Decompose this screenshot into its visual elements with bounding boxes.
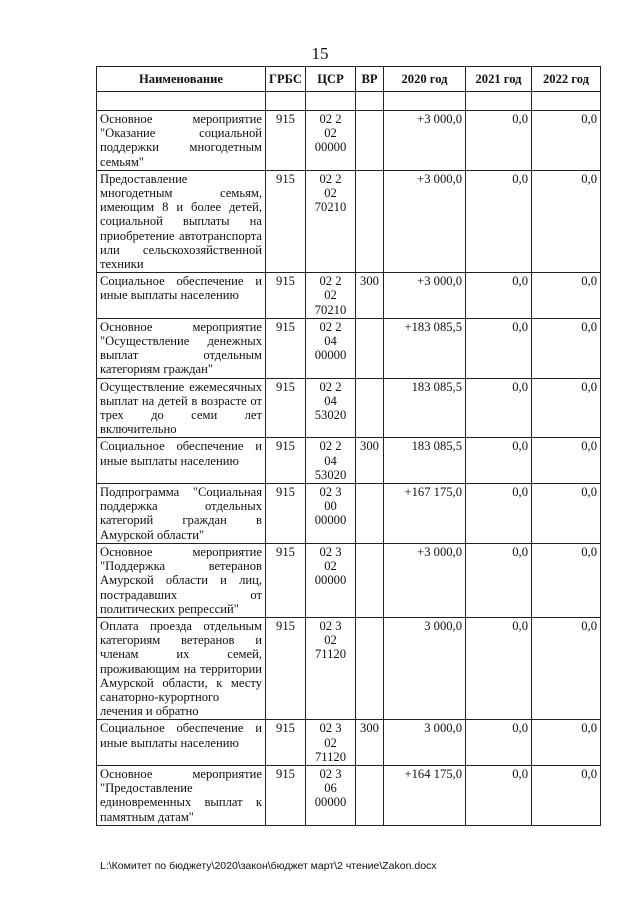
csr-code-part: 02 <box>324 288 337 303</box>
csr-code-part: 70210 <box>314 200 347 215</box>
csr-code-part: 02 <box>324 735 337 750</box>
csr-code-part: 02 3 <box>319 485 342 500</box>
row-grbs-cell: 915 <box>266 765 306 825</box>
row-grbs-cell: 915 <box>266 318 306 378</box>
row-vr-cell <box>356 170 384 272</box>
header-grbs: ГРБС <box>266 67 306 92</box>
csr-code-part: 00 <box>324 499 337 514</box>
csr-code-part: 71120 <box>314 749 347 764</box>
table-row <box>97 765 601 825</box>
row-2021-cell: 0,0 <box>466 484 532 544</box>
csr-code-part: 00000 <box>314 140 347 155</box>
page-number: 15 <box>311 44 329 63</box>
row-2022-cell: 0,0 <box>532 170 601 272</box>
header-csr: ЦСР <box>306 67 356 92</box>
row-2022-cell: 0,0 <box>532 318 601 378</box>
row-2022-cell: 0,0 <box>532 720 601 766</box>
row-vr-cell: 300 <box>356 720 384 766</box>
row-name-cell: Основное мероприятие "Предоставление единовременных выплат к памятным датам" <box>97 765 266 825</box>
budget-table <box>96 66 601 826</box>
row-csr-cell <box>306 170 356 272</box>
csr-code-part: 00000 <box>314 795 347 810</box>
csr-code-part: 53020 <box>314 467 347 482</box>
table-row <box>97 111 601 171</box>
header-2021: 2021 год <box>466 67 532 92</box>
csr-code-part: 02 2 <box>319 439 342 454</box>
csr-code-part: 00000 <box>314 513 347 528</box>
row-2021-cell: 0,0 <box>466 378 532 438</box>
row-2021-cell: 0,0 <box>466 170 532 272</box>
row-name-cell: Социальное обеспечение и иные выплаты населению <box>97 438 266 484</box>
row-2022-cell: 0,0 <box>532 111 601 171</box>
row-name-cell: Социальное обеспечение и иные выплаты населению <box>97 720 266 766</box>
row-name-cell: Основное мероприятие "Оказание социальной поддержки многодетным семьям" <box>97 111 266 171</box>
row-csr-cell <box>306 111 356 171</box>
table-row <box>97 438 601 484</box>
row-name-cell: Оплата проезда отдельным категориям ветеранов и членам их семей, проживающим на территории Амурской области, к месту санаторно-курортного лечения и обратно <box>97 617 266 719</box>
row-name-cell: Осуществление ежемесячных выплат на детей в возрасте от трех до семи лет включительно <box>97 378 266 438</box>
row-name-cell: Социальное обеспечение и иные выплаты населению <box>97 273 266 319</box>
row-2022-cell: 0,0 <box>532 273 601 319</box>
header-vr: ВР <box>356 67 384 92</box>
table-row <box>97 617 601 719</box>
header-2022: 2022 год <box>532 67 601 92</box>
csr-code-part: 06 <box>324 781 337 796</box>
row-2022-cell: 0,0 <box>532 378 601 438</box>
row-csr-cell <box>306 617 356 719</box>
csr-code-part: 71120 <box>314 647 347 662</box>
row-grbs-cell: 915 <box>266 720 306 766</box>
csr-code-part: 02 2 <box>319 379 342 394</box>
row-2020-cell: +183 085,5 <box>384 318 466 378</box>
row-2021-cell: 0,0 <box>466 765 532 825</box>
csr-code-part: 02 2 <box>319 171 342 186</box>
csr-code-part: 02 2 <box>319 112 342 126</box>
row-vr-cell: 300 <box>356 273 384 319</box>
table-row <box>97 543 601 617</box>
csr-code-part: 02 <box>324 186 337 201</box>
row-csr-cell <box>306 318 356 378</box>
header-name: Наименование <box>97 67 266 92</box>
row-csr-cell <box>306 378 356 438</box>
table-row <box>97 318 601 378</box>
row-2022-cell: 0,0 <box>532 484 601 544</box>
row-grbs-cell: 915 <box>266 543 306 617</box>
csr-code-part: 02 2 <box>319 274 342 289</box>
row-2021-cell: 0,0 <box>466 617 532 719</box>
csr-code-part: 00000 <box>314 573 347 588</box>
row-name-cell: Основное мероприятие "Осуществление денежных выплат отдельным категориям граждан" <box>97 318 266 378</box>
row-vr-cell <box>356 484 384 544</box>
csr-code-part: 04 <box>324 334 337 349</box>
row-2021-cell: 0,0 <box>466 318 532 378</box>
row-name-cell: Подпрограмма "Социальная поддержка отдельных категорий граждан в Амурской области" <box>97 484 266 544</box>
csr-code-part: 02 <box>324 559 337 574</box>
row-csr-cell <box>306 484 356 544</box>
csr-code-part: 00000 <box>314 348 347 363</box>
row-2020-cell: +167 175,0 <box>384 484 466 544</box>
row-csr-cell <box>306 438 356 484</box>
row-2022-cell: 0,0 <box>532 617 601 719</box>
row-2022-cell: 0,0 <box>532 543 601 617</box>
file-path-footer: L:\Комитет по бюджету\2020\закон\бюджет март\2 чтение\Zakon.docx <box>100 860 437 872</box>
header-2020: 2020 год <box>384 67 466 92</box>
row-grbs-cell: 915 <box>266 273 306 319</box>
csr-code-part: 70210 <box>314 302 347 317</box>
row-2021-cell: 0,0 <box>466 273 532 319</box>
row-2020-cell: 3 000,0 <box>384 720 466 766</box>
row-2020-cell: +164 175,0 <box>384 765 466 825</box>
row-2022-cell: 0,0 <box>532 438 601 484</box>
csr-code-part: 02 3 <box>319 721 342 736</box>
table-row <box>97 484 601 544</box>
row-vr-cell <box>356 617 384 719</box>
row-2020-cell: 3 000,0 <box>384 617 466 719</box>
csr-code-part: 02 3 <box>319 618 342 633</box>
row-grbs-cell: 915 <box>266 378 306 438</box>
table-row <box>97 170 601 272</box>
row-2020-cell: +3 000,0 <box>384 273 466 319</box>
csr-code-part: 53020 <box>314 408 347 423</box>
row-2020-cell: +3 000,0 <box>384 111 466 171</box>
row-2020-cell: 183 085,5 <box>384 438 466 484</box>
csr-code-part: 02 3 <box>319 544 342 559</box>
table-row <box>97 378 601 438</box>
csr-code-part: 02 2 <box>319 319 342 334</box>
row-2021-cell: 0,0 <box>466 720 532 766</box>
row-vr-cell <box>356 543 384 617</box>
row-csr-cell <box>306 765 356 825</box>
csr-code-part: 02 3 <box>319 766 342 781</box>
row-2020-cell: +3 000,0 <box>384 170 466 272</box>
row-2021-cell: 0,0 <box>466 438 532 484</box>
row-name-cell: Основное мероприятие "Поддержка ветеранов Амурской области и лиц, пострадавших от политических репрессий" <box>97 543 266 617</box>
row-vr-cell <box>356 378 384 438</box>
row-2020-cell: +3 000,0 <box>384 543 466 617</box>
row-vr-cell <box>356 111 384 171</box>
row-vr-cell <box>356 765 384 825</box>
row-vr-cell <box>356 318 384 378</box>
row-vr-cell: 300 <box>356 438 384 484</box>
table-header-row <box>97 67 601 92</box>
row-grbs-cell: 915 <box>266 484 306 544</box>
csr-code-part: 02 <box>324 126 337 141</box>
table-row <box>97 720 601 766</box>
row-grbs-cell: 915 <box>266 438 306 484</box>
row-grbs-cell: 915 <box>266 617 306 719</box>
row-csr-cell <box>306 273 356 319</box>
row-2020-cell: 183 085,5 <box>384 378 466 438</box>
csr-code-part: 04 <box>324 453 337 468</box>
row-csr-cell <box>306 543 356 617</box>
csr-code-part: 04 <box>324 393 337 408</box>
row-2022-cell: 0,0 <box>532 765 601 825</box>
row-2021-cell: 0,0 <box>466 111 532 171</box>
row-csr-cell <box>306 720 356 766</box>
spacer-row <box>97 92 601 111</box>
csr-code-part: 02 <box>324 633 337 648</box>
row-grbs-cell: 915 <box>266 170 306 272</box>
row-2021-cell: 0,0 <box>466 543 532 617</box>
row-name-cell: Предоставление многодетным семьям, имеющим 8 и более детей, социальной выплаты на приобретение автотранспорта или сельскохозяйственной техники <box>97 170 266 272</box>
row-grbs-cell: 915 <box>266 111 306 171</box>
table-row <box>97 273 601 319</box>
